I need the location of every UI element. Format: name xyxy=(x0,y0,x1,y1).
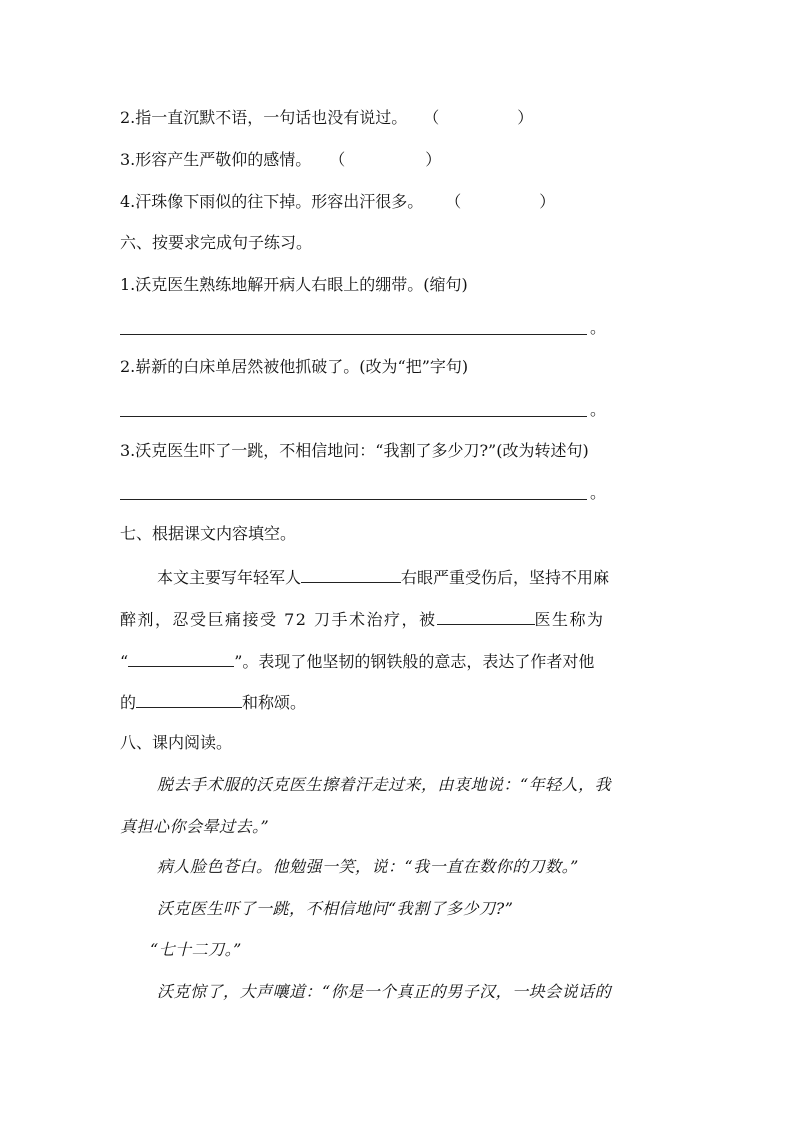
section-6-title: 六、按要求完成句子练习。 xyxy=(120,233,313,252)
question-6-3: 3.沃克医生吓了一跳，不相信地问：“我割了多少刀?”(改为转述句) xyxy=(120,441,589,460)
question-6-1: 1.沃克医生熟练地解开病人右眼上的绷带。(缩句) xyxy=(120,275,468,294)
fill-blank-feeling[interactable] xyxy=(136,691,242,708)
fill-paragraph-line-2: 醉剂，忍受巨痛接受 72 刀手术治疗，被 医生称为 xyxy=(120,610,605,629)
answer-period: 。 xyxy=(590,318,607,337)
reading-line-3: 病人脸色苍白。他勉强一笑，说：“我一直在数你的刀数。” xyxy=(157,857,579,876)
reading-line-1: 脱去手术服的沃克医生擦着汗走过来，由衷地说：“年轻人，我 xyxy=(157,775,612,794)
fill-blank-name[interactable] xyxy=(301,566,401,583)
fill-blank-doctor[interactable] xyxy=(437,608,535,625)
fill-paragraph-line-1: 本文主要写年轻军人 右眼严重受伤后，坚持不用麻 xyxy=(157,568,610,587)
answer-line-6-1[interactable] xyxy=(120,334,587,335)
reading-line-5: “七十二刀。” xyxy=(150,940,242,959)
question-6-2: 2.崭新的白床单居然被他抓破了。(改为“把”字句) xyxy=(120,357,469,376)
section-8-title: 八、课内阅读。 xyxy=(120,733,233,752)
reading-line-4: 沃克医生吓了一跳，不相信地问“我割了多少刀?” xyxy=(157,899,514,918)
section-7-title: 七、根据课文内容填空。 xyxy=(120,524,297,543)
question-5-3: 3.形容产生严敬仰的感情。 （ ） xyxy=(120,150,442,169)
reading-line-2: 真担心你会晕过去。” xyxy=(120,817,270,836)
answer-period: 。 xyxy=(590,483,607,502)
reading-line-6: 沃克惊了，大声嚷道：“你是一个真正的男子汉，一块会说话的 xyxy=(157,982,612,1001)
answer-line-6-3[interactable] xyxy=(120,499,587,500)
question-5-4: 4.汗珠像下雨似的往下掉。形容出汗很多。 （ ） xyxy=(120,192,556,211)
answer-period: 。 xyxy=(590,400,607,419)
fill-blank-title[interactable] xyxy=(128,650,234,667)
answer-line-6-2[interactable] xyxy=(120,416,587,417)
question-5-2: 2.指一直沉默不语，一句话也没有说过。 （ ） xyxy=(120,108,534,127)
fill-paragraph-line-3: “ ”。表现了他坚韧的钢铁般的意志，表达了作者对他 xyxy=(120,652,595,671)
fill-paragraph-line-4: 的 和称颂。 xyxy=(120,693,307,712)
